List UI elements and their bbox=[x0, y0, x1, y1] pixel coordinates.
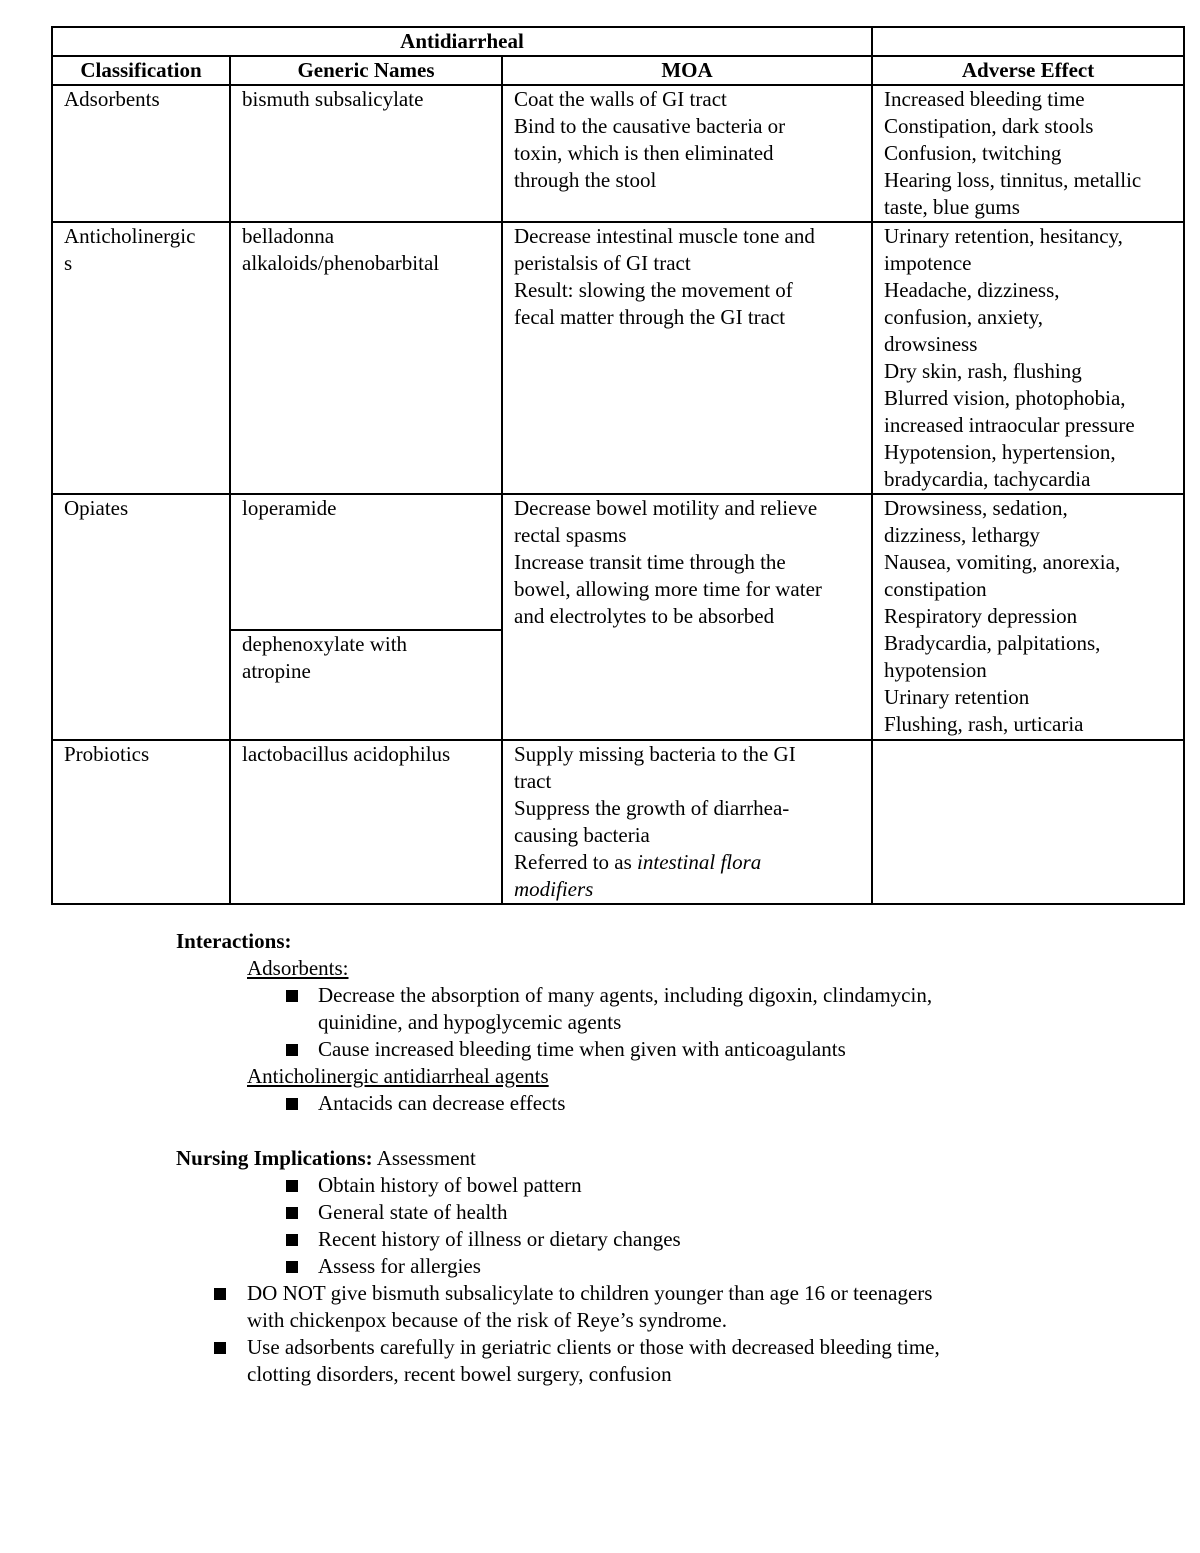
generic-cell: bismuth subsalicylate bbox=[230, 85, 502, 222]
classification-cell: Adsorbents bbox=[52, 85, 230, 222]
bullet-square-icon bbox=[286, 1180, 298, 1192]
generic-cell: loperamide bbox=[230, 494, 502, 630]
bullet-square-icon bbox=[286, 1234, 298, 1246]
bullet-square-icon bbox=[286, 1044, 298, 1056]
adsorbents-subheading: Adsorbents: bbox=[247, 956, 349, 980]
classification-cell: Opiates bbox=[52, 494, 230, 740]
list-item: Obtain history of bowel pattern bbox=[318, 1173, 582, 1197]
list-item: General state of health bbox=[318, 1200, 508, 1224]
anticholinergic-subheading: Anticholinergic antidiarrheal agents bbox=[247, 1064, 549, 1088]
list-item: with chickenpox because of the risk of Reye’s syndrome. bbox=[247, 1308, 727, 1332]
moa-cell: Decrease intestinal muscle tone and peristalsis of GI tract Result: slowing the movement of fecal matter through the GI tract bbox=[502, 222, 872, 494]
table-row bbox=[52, 85, 1184, 222]
moa-cell: Coat the walls of GI tract Bind to the causative bacteria or toxin, which is then eliminated through the stool bbox=[502, 85, 872, 222]
list-item: Use adsorbents carefully in geriatric clients or those with decreased bleeding time, bbox=[247, 1335, 940, 1359]
generic-cell: dephenoxylate with atropine bbox=[230, 630, 502, 740]
table-title-blank bbox=[872, 27, 1184, 56]
nursing-subheading: Assessment bbox=[372, 1146, 476, 1170]
bullet-square-icon bbox=[286, 1261, 298, 1273]
list-item: Decrease the absorption of many agents, including digoxin, clindamycin, bbox=[318, 983, 933, 1007]
list-item: DO NOT give bismuth subsalicylate to children younger than age 16 or teenagers bbox=[247, 1281, 933, 1305]
list-item: quinidine, and hypoglycemic agents bbox=[318, 1010, 622, 1034]
list-item: Recent history of illness or dietary changes bbox=[318, 1227, 681, 1251]
adverse-cell bbox=[872, 740, 1184, 904]
generic-cell: belladonna alkaloids/phenobarbital bbox=[230, 222, 502, 494]
bullet-square-icon bbox=[214, 1288, 226, 1300]
antidiarrheal-table bbox=[51, 26, 1185, 905]
list-item: Assess for allergies bbox=[318, 1254, 481, 1278]
bullet-square-icon bbox=[214, 1342, 226, 1354]
header-generic-names: Generic Names bbox=[230, 56, 502, 85]
classification-cell: Probiotics bbox=[52, 740, 230, 904]
bullet-square-icon bbox=[286, 1207, 298, 1219]
nursing-heading: Nursing Implications: bbox=[176, 1146, 373, 1170]
bullet-square-icon bbox=[286, 990, 298, 1002]
nursing-heading-line bbox=[176, 1145, 476, 1172]
generic-cell: lactobacillus acidophilus bbox=[230, 740, 502, 904]
adverse-cell: Urinary retention, hesitancy, impotence Headache, dizziness, confusion, anxiety, drowsiness Dry skin, rash, flushing Blurred vision, photophobia, increased intraocular pressure Hypotension, hypertension, bradycardia, tachycardia bbox=[872, 222, 1184, 494]
table-title: Antidiarrheal bbox=[52, 27, 872, 56]
header-classification: Classification bbox=[52, 56, 230, 85]
interactions-heading: Interactions: bbox=[176, 929, 292, 953]
header-moa: MOA bbox=[502, 56, 872, 85]
moa-cell: Supply missing bacteria to the GI tract Suppress the growth of diarrhea- causing bacteria Referred to as intestinal flora modifiers bbox=[502, 740, 872, 904]
bullet-square-icon bbox=[286, 1098, 298, 1110]
table-row bbox=[52, 222, 1184, 494]
adverse-cell: Increased bleeding time Constipation, dark stools Confusion, twitching Hearing loss, tinnitus, metallic taste, blue gums bbox=[872, 85, 1184, 222]
list-item: Cause increased bleeding time when given with anticoagulants bbox=[318, 1037, 846, 1061]
moa-cell: Decrease bowel motility and relieve rectal spasms Increase transit time through the bowel, allowing more time for water and electrolytes to be absorbed bbox=[502, 494, 872, 740]
list-item: clotting disorders, recent bowel surgery, confusion bbox=[247, 1362, 672, 1386]
table-row bbox=[52, 740, 1184, 904]
list-item: Antacids can decrease effects bbox=[318, 1091, 566, 1115]
header-adverse-effect: Adverse Effect bbox=[872, 56, 1184, 85]
adverse-cell: Drowsiness, sedation, dizziness, lethargy Nausea, vomiting, anorexia, constipation Respiratory depression Bradycardia, palpitations, hypotension Urinary retention Flushing, rash, urticaria bbox=[872, 494, 1184, 740]
table-row bbox=[52, 494, 1184, 630]
classification-cell: Anticholinergic s bbox=[52, 222, 230, 494]
